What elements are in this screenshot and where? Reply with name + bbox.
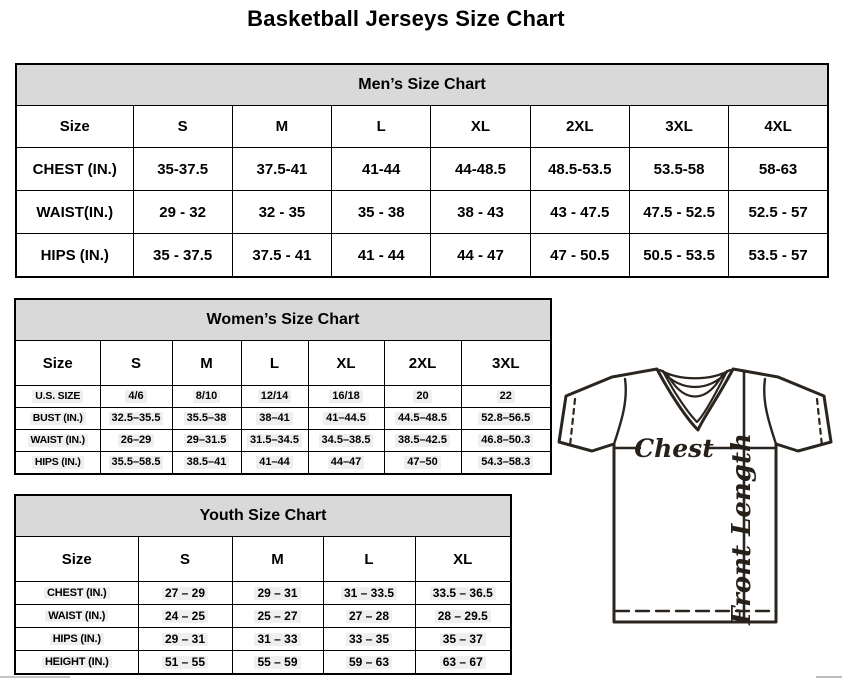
- table-cell: 29 – 31: [232, 582, 323, 605]
- table-cell: 35 - 37.5: [133, 234, 232, 278]
- table-cell: 8/10: [172, 386, 241, 408]
- womens-col-header: XL: [308, 341, 384, 386]
- jersey-outline: [559, 369, 831, 622]
- mens-chart-title: Men’s Size Chart: [16, 64, 828, 106]
- womens-col-header: 3XL: [461, 341, 551, 386]
- table-cell: 33 – 35: [323, 628, 415, 651]
- mens-col-header: S: [133, 106, 232, 148]
- table-cell: 20: [384, 386, 461, 408]
- table-row: [15, 651, 511, 675]
- table-cell: 24 – 25: [138, 605, 232, 628]
- table-cell: 51 – 55: [138, 651, 232, 675]
- row-label: CHEST (IN.): [15, 582, 138, 605]
- table-cell: 31 – 33: [232, 628, 323, 651]
- row-label: HIPS (IN.): [15, 452, 100, 475]
- row-label: WAIST(IN.): [16, 191, 133, 234]
- table-cell: 50.5 - 53.5: [629, 234, 728, 278]
- table-cell: 53.5 - 57: [729, 234, 828, 278]
- cuff-stitch-left: [570, 399, 575, 446]
- youth-chart-title: Youth Size Chart: [15, 495, 511, 537]
- row-label: U.S. SIZE: [15, 386, 100, 408]
- table-cell: 4/6: [100, 386, 172, 408]
- row-label: HIPS (IN.): [15, 628, 138, 651]
- table-cell: 41–44.5: [308, 408, 384, 430]
- womens-chart-title: Women’s Size Chart: [15, 299, 551, 341]
- womens-size-chart-table: [14, 298, 552, 475]
- youth-col-header: Size: [15, 537, 138, 582]
- table-cell: 55 – 59: [232, 651, 323, 675]
- womens-col-header: M: [172, 341, 241, 386]
- youth-col-header: S: [138, 537, 232, 582]
- table-cell: 32.5–35.5: [100, 408, 172, 430]
- row-label: BUST (IN.): [15, 408, 100, 430]
- table-cell: 27 – 29: [138, 582, 232, 605]
- table-row: [15, 582, 511, 605]
- table-cell: 47.5 - 52.5: [629, 191, 728, 234]
- table-cell: 38–41: [241, 408, 308, 430]
- table-cell: 26–29: [100, 430, 172, 452]
- youth-col-header: M: [232, 537, 323, 582]
- table-row: [15, 430, 551, 452]
- table-cell: 32 - 35: [232, 191, 331, 234]
- page-fragment-right: [816, 676, 842, 678]
- table-cell: 43 - 47.5: [530, 191, 629, 234]
- table-cell: 53.5-58: [629, 148, 728, 191]
- table-cell: 35.5–58.5: [100, 452, 172, 475]
- table-cell: 25 – 27: [232, 605, 323, 628]
- mens-col-header: XL: [431, 106, 530, 148]
- table-cell: 41-44: [332, 148, 431, 191]
- womens-col-header: L: [241, 341, 308, 386]
- table-cell: 31 – 33.5: [323, 582, 415, 605]
- table-cell: 16/18: [308, 386, 384, 408]
- table-cell: 29 – 31: [138, 628, 232, 651]
- table-row: [16, 234, 828, 278]
- table-cell: 29 - 32: [133, 191, 232, 234]
- row-label: HEIGHT (IN.): [15, 651, 138, 675]
- cuff-stitch-right: [817, 399, 822, 446]
- table-row: [15, 628, 511, 651]
- front-length-measure-label: Front Length: [727, 433, 757, 625]
- table-cell: 38 - 43: [431, 191, 530, 234]
- table-cell: 46.8–50.3: [461, 430, 551, 452]
- table-cell: 48.5-53.5: [530, 148, 629, 191]
- table-cell: 35 - 38: [332, 191, 431, 234]
- table-cell: 44.5–48.5: [384, 408, 461, 430]
- table-cell: 28 – 29.5: [415, 605, 511, 628]
- mens-col-header: M: [232, 106, 331, 148]
- table-cell: 52.8–56.5: [461, 408, 551, 430]
- row-label: HIPS (IN.): [16, 234, 133, 278]
- table-cell: 44-48.5: [431, 148, 530, 191]
- table-cell: 59 – 63: [323, 651, 415, 675]
- table-cell: 34.5–38.5: [308, 430, 384, 452]
- table-cell: 35.5–38: [172, 408, 241, 430]
- table-cell: 58-63: [729, 148, 828, 191]
- table-cell: 44 - 47: [431, 234, 530, 278]
- table-cell: 27 – 28: [323, 605, 415, 628]
- table-cell: 52.5 - 57: [729, 191, 828, 234]
- table-cell: 37.5-41: [232, 148, 331, 191]
- youth-col-header: XL: [415, 537, 511, 582]
- table-row: [15, 386, 551, 408]
- table-cell: 47 - 50.5: [530, 234, 629, 278]
- row-label: WAIST (IN.): [15, 605, 138, 628]
- womens-col-header: 2XL: [384, 341, 461, 386]
- mens-col-header: 3XL: [629, 106, 728, 148]
- table-row: [16, 148, 828, 191]
- table-cell: 35 – 37: [415, 628, 511, 651]
- row-label: CHEST (IN.): [16, 148, 133, 191]
- table-cell: 38.5–41: [172, 452, 241, 475]
- mens-col-header: 2XL: [530, 106, 629, 148]
- table-cell: 63 – 67: [415, 651, 511, 675]
- table-cell: 44–47: [308, 452, 384, 475]
- table-row: [15, 452, 551, 475]
- youth-size-chart-table: [14, 494, 512, 675]
- table-cell: 38.5–42.5: [384, 430, 461, 452]
- table-cell: 41–44: [241, 452, 308, 475]
- row-label: WAIST (IN.): [15, 430, 100, 452]
- table-cell: 29–31.5: [172, 430, 241, 452]
- womens-col-header: S: [100, 341, 172, 386]
- table-cell: 47–50: [384, 452, 461, 475]
- table-cell: 37.5 - 41: [232, 234, 331, 278]
- table-cell: 22: [461, 386, 551, 408]
- table-cell: 12/14: [241, 386, 308, 408]
- table-row: [15, 605, 511, 628]
- table-cell: 31.5–34.5: [241, 430, 308, 452]
- mens-col-header: L: [332, 106, 431, 148]
- table-row: [16, 191, 828, 234]
- table-row: [15, 408, 551, 430]
- table-cell: 33.5 – 36.5: [415, 582, 511, 605]
- jersey-diagram: [553, 358, 839, 630]
- womens-col-header: Size: [15, 341, 100, 386]
- page-title: Basketball Jerseys Size Chart: [247, 6, 565, 31]
- mens-col-header: Size: [16, 106, 133, 148]
- page-fragment-left: [0, 676, 70, 678]
- mens-size-chart-table: [15, 63, 829, 278]
- table-cell: 35-37.5: [133, 148, 232, 191]
- table-cell: 41 - 44: [332, 234, 431, 278]
- table-cell: 54.3–58.3: [461, 452, 551, 475]
- youth-col-header: L: [323, 537, 415, 582]
- chest-measure-label: Chest: [634, 434, 714, 463]
- mens-col-header: 4XL: [729, 106, 828, 148]
